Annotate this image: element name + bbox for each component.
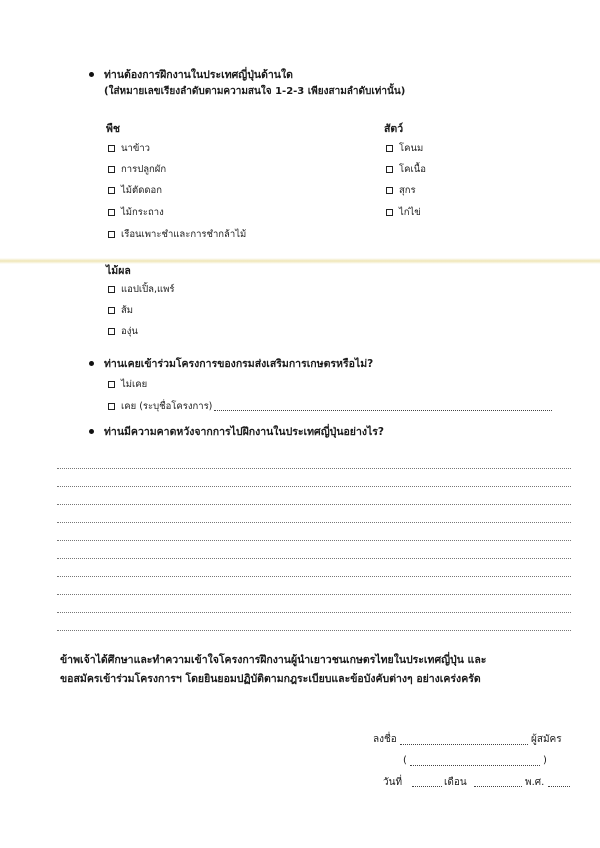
q3-question: ท่านมีความคาดหวังจากการไปฝึกงานในประเทศญี่ปุ่นอย่างไร? bbox=[104, 426, 384, 438]
q1-question: ท่านต้องการฝึกงานในประเทศญี่ปุ่นด้านใด bbox=[104, 69, 293, 81]
sign-label: ลงชื่อ bbox=[373, 734, 397, 745]
answer-line[interactable] bbox=[57, 558, 571, 559]
signature-field[interactable] bbox=[400, 744, 528, 745]
option-dairy-cattle[interactable]: โคนม bbox=[386, 141, 423, 156]
option-nursery[interactable]: เรือนเพาะชำและการชำกล้าไม้ bbox=[108, 227, 246, 242]
option-potted-plants[interactable]: ไม้กระถาง bbox=[108, 205, 164, 220]
answer-line[interactable] bbox=[57, 504, 571, 505]
checkbox-icon[interactable] bbox=[386, 166, 393, 173]
checkbox-icon[interactable] bbox=[108, 328, 115, 335]
option-cut-flowers[interactable]: ไม้ตัดดอก bbox=[108, 183, 162, 198]
option-vegetables[interactable]: การปลูกผัก bbox=[108, 162, 166, 177]
option-swine[interactable]: สุกร bbox=[386, 183, 416, 198]
checkbox-icon[interactable] bbox=[108, 231, 115, 238]
year-label: พ.ศ. bbox=[525, 777, 545, 788]
project-name-field[interactable] bbox=[214, 410, 552, 411]
paper-fold-stripe bbox=[0, 258, 600, 264]
declaration-line-1: ข้าพเจ้าได้ศึกษาและทำความเข้าใจโครงการฝึกงานผู้นำเยาวชนเกษตรไทยในประเทศญี่ปุ่น และ bbox=[60, 654, 487, 666]
applicant-label: ผู้สมัคร bbox=[531, 734, 562, 745]
answer-line[interactable] bbox=[57, 630, 571, 631]
month-label: เดือน bbox=[444, 777, 467, 788]
q1-instruction: (ใส่หมายเลขเรียงลำดับตามความสนใจ 1-2-3 เพียงสามลำดับเท่านั้น) bbox=[104, 86, 406, 97]
bullet-q1 bbox=[89, 72, 94, 77]
bullet-q3 bbox=[89, 429, 94, 434]
option-apple-pear[interactable]: แอปเปิ้ล,แพร์ bbox=[108, 282, 174, 297]
month-field[interactable] bbox=[474, 786, 522, 787]
checkbox-icon[interactable] bbox=[386, 145, 393, 152]
checkbox-icon[interactable] bbox=[108, 286, 115, 293]
printed-name-field[interactable] bbox=[410, 765, 540, 766]
date-label: วันที่ bbox=[383, 777, 403, 788]
answer-line[interactable] bbox=[57, 576, 571, 577]
checkbox-icon[interactable] bbox=[108, 187, 115, 194]
answer-line[interactable] bbox=[57, 540, 571, 541]
q2-question: ท่านเคยเข้าร่วมโครงการของกรมส่งเสริมการเกษตรหรือไม่? bbox=[104, 358, 374, 370]
declaration-line-2: ขอสมัครเข้าร่วมโครงการฯ โดยยินยอมปฏิบัติตามกฎระเบียบและข้อบังคับต่างๆ อย่างเคร่งครัด bbox=[60, 673, 481, 685]
option-never[interactable]: ไม่เคย bbox=[108, 377, 147, 392]
option-yes-specify[interactable]: เคย (ระบุชื่อโครงการ) bbox=[108, 399, 212, 414]
answer-line[interactable] bbox=[57, 612, 571, 613]
option-grape[interactable]: องุ่น bbox=[108, 324, 138, 339]
fruit-header: ไม้ผล bbox=[106, 265, 131, 277]
answer-line[interactable] bbox=[57, 594, 571, 595]
paren-open: ( bbox=[403, 755, 407, 766]
checkbox-icon[interactable] bbox=[386, 209, 393, 216]
bullet-q2 bbox=[89, 361, 94, 366]
checkbox-icon[interactable] bbox=[108, 307, 115, 314]
answer-line[interactable] bbox=[57, 468, 571, 469]
checkbox-icon[interactable] bbox=[108, 145, 115, 152]
checkbox-icon[interactable] bbox=[386, 187, 393, 194]
checkbox-icon[interactable] bbox=[108, 209, 115, 216]
option-layer-chicken[interactable]: ไก่ไข่ bbox=[386, 205, 421, 220]
option-beef-cattle[interactable]: โคเนื้อ bbox=[386, 162, 426, 177]
day-field[interactable] bbox=[412, 786, 442, 787]
paren-close: ) bbox=[543, 755, 547, 766]
answer-line[interactable] bbox=[57, 486, 571, 487]
answer-line[interactable] bbox=[57, 522, 571, 523]
option-rice[interactable]: นาข้าว bbox=[108, 141, 150, 156]
year-field[interactable] bbox=[548, 786, 570, 787]
option-orange[interactable]: ส้ม bbox=[108, 303, 133, 318]
checkbox-icon[interactable] bbox=[108, 403, 115, 410]
animals-header: สัตว์ bbox=[384, 123, 404, 135]
checkbox-icon[interactable] bbox=[108, 166, 115, 173]
checkbox-icon[interactable] bbox=[108, 381, 115, 388]
plants-header: พืช bbox=[106, 123, 121, 135]
